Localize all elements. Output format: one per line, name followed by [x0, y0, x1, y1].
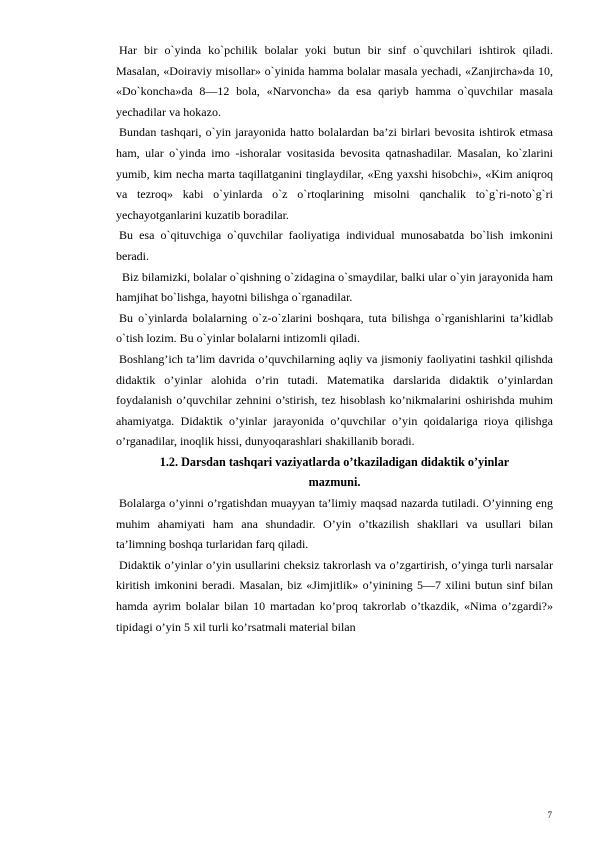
paragraph: Har bir o`yinda ko`pchilik bolalar yoki butun bir sinf o`quvchilari ishtirok qiladi. Masalan, «Doiraviy misollar» o`yinida hamma bolalar masala yechadi, «Zanjircha»da 10, «Do`koncha»da 8—12 bola, «Narvoncha» da esa qariyb hamma o`quvchilar masala yechadilar va hokazo.: [116, 43, 553, 119]
paragraph: Bu o`yinlarda bolalarning o`z-o`zlarini boshqara, tuta bilishga o`rganishlarini ta’kidlab o`tish lozim. Bu o`yinlar bolalarni intizomli qiladi.: [116, 310, 553, 346]
text-column: [116, 40, 553, 637]
section-heading-line: 1.2. Darsdan tashqari vaziyatlarda o’tkaziladigan didaktik o’yinlar: [159, 454, 510, 469]
paragraph: Bundan tashqari, o`yin jarayonida hatto bolalardan ba’zi birlari bevosita ishtirok etmasa ham, ular o`yinda imo -ishoralar vositasida bevosita qatnashadilar. Masalan, ko`zlarini yumib, kim necha marta taqillatganini tinglaydilar, «Eng yaxshi hisobchi», «Kim aniqroq va tezroq» kabi o`yinlarda o`z o`rtoqlarining misolni qanchalik to`g`ri-noto`g`ri yechayotganlarini kuzatib boradilar.: [116, 125, 553, 222]
paragraph: Boshlang’ich ta’lim davrida o’quvchilarning aqliy va jismoniy faoliyatini tashkil qilishda didaktik o’yinlar alohida o’rin tutadi. Matematika darslarida didaktik o’yinlardan foydalanish o’quvchilar zehnini o’stirish, tez hisoblash ko’nikmalarini oshirishda muhim ahamiyatga. Didaktik o’yinlar jarayonida o’quvchilar o’yin qoidalariga rioya qilishga o’rganadilar, inoqlik hissi, dunyoqarashlari shakillanib boradi.: [116, 351, 553, 449]
page-number: 7: [547, 810, 552, 820]
paragraph: Bolalarga o’yinni o’rgatishdan muayyan ta’limiy maqsad nazarda tutiladi. O’yinning eng muhim ahamiyati ham ana shundadir. O’yin o’tkazilish shakllari va usullari bilan ta’limning boshqa turlaridan farq qiladi.: [116, 496, 553, 552]
section-heading: [116, 452, 553, 493]
paragraph: Biz bilamizki, bolalar o`qishning o`zidagina o`smaydilar, balki ular o`yin jarayonida ham hamjihat bo`lishga, hayotni bilishga o`rganadilar.: [116, 269, 553, 305]
paragraph: Bu esa o`qituvchiga o`quvchilar faoliyatiga individual munosabatda bo`lish imkonini beradi.: [116, 228, 553, 263]
section-heading-line: mazmuni.: [308, 475, 361, 490]
paragraph: Didaktik o’yinlar o’yin usullarini cheksiz takrorlash va o’zgartirish, o’yinga turli narsalar kiritish imkonini beradi. Masalan, biz «Jimjitlik» o’yinining 5—7 xilini butun sinf bilan hamda ayrim bolalar bilan 10 martadan ko’proq takrorlab o’tkazdik, «Nima o’zgardi?» tipidagi o’yin 5 xil turli ko’rsatmali material bilan: [116, 557, 553, 634]
